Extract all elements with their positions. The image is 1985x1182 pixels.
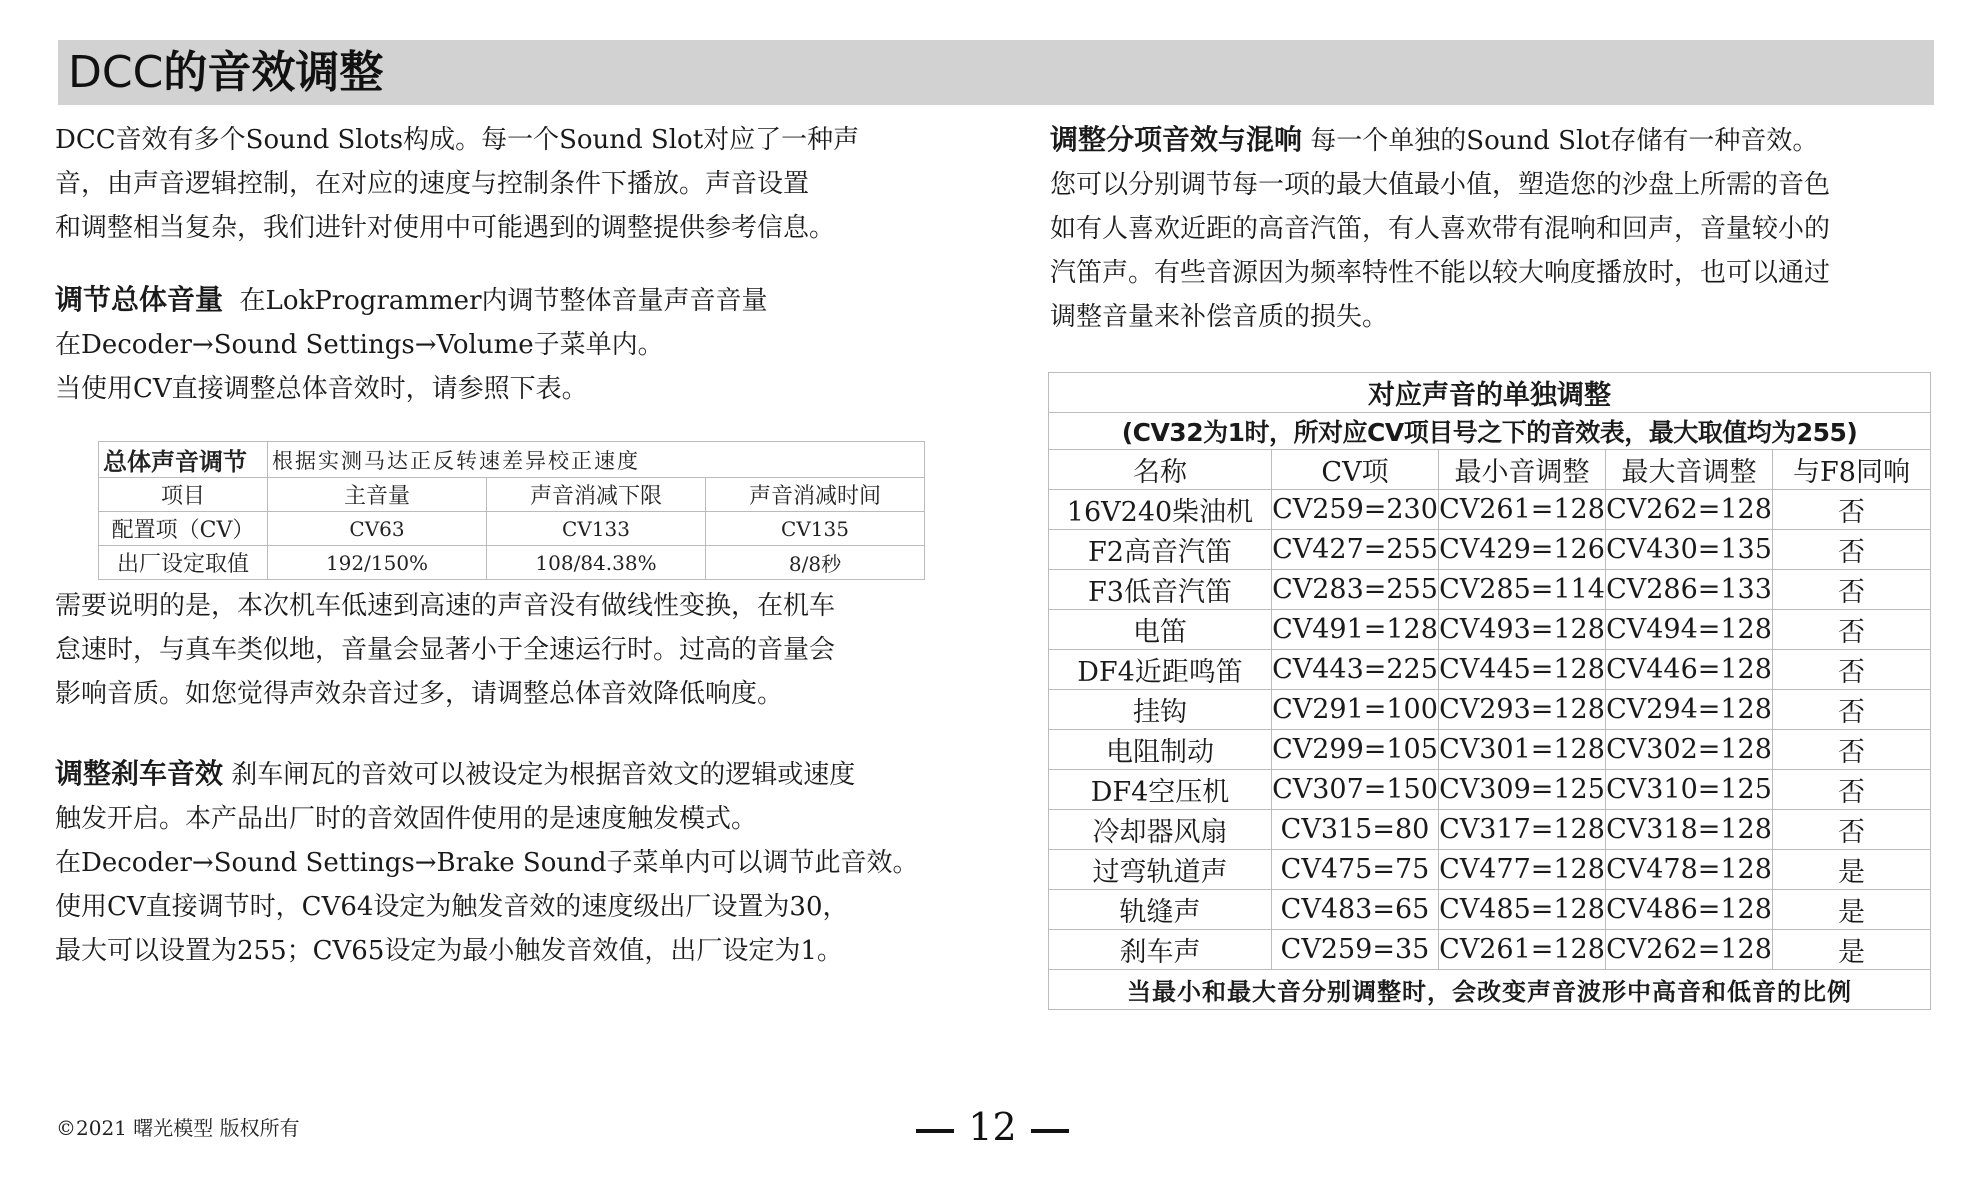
brake-line: 最大可以设置为255；CV65设定为最小触发音效值，出厂设定为1。 <box>55 936 843 966</box>
table-cell: 配置项（CV） <box>99 512 268 546</box>
mix-line: 如有人喜欢近距的高音汽笛，有人喜欢带有混响和回声，音量较小的 <box>1050 214 1831 244</box>
table-cell: DF4空压机 <box>1049 770 1272 810</box>
table-cell: CV293=128 <box>1439 690 1606 730</box>
volume-table <box>98 441 925 580</box>
table-row <box>1049 490 1931 530</box>
table-cell: CV307=150 <box>1272 770 1439 810</box>
brake-line: 触发开启。本产品出厂时的音效固件使用的是速度触发模式。 <box>55 804 758 834</box>
table-cell: 否 <box>1773 650 1931 690</box>
sound-table-subcaption: (CV32为1时，所对应CV项目号之下的音效表，最大取值均为255) <box>1049 413 1931 450</box>
table-cell: CV486=128 <box>1606 890 1773 930</box>
table-cell: 是 <box>1773 930 1931 970</box>
table-cell: CV261=128 <box>1439 930 1606 970</box>
table-row <box>1049 610 1931 650</box>
table-cell: 电阻制动 <box>1049 730 1272 770</box>
table-cell: 8/8秒 <box>706 546 925 580</box>
table-row <box>1049 450 1931 490</box>
mix-line: 调整音量来补偿音质的损失。 <box>1050 302 1389 332</box>
table-cell: CV63 <box>268 512 487 546</box>
table-cell: CV261=128 <box>1439 490 1606 530</box>
table-cell: 否 <box>1773 810 1931 850</box>
table-row <box>1049 770 1931 810</box>
explain-line: 需要说明的是，本次机车低速到高速的声音没有做线性变换，在机车 <box>55 591 836 621</box>
table-cell: CV259=230 <box>1272 490 1439 530</box>
table-cell: CV475=75 <box>1272 850 1439 890</box>
table-cell: CV427=255 <box>1272 530 1439 570</box>
table-cell: CV291=100 <box>1272 690 1439 730</box>
intro-line: 音，由声音逻辑控制，在对应的速度与控制条件下播放。声音设置 <box>55 169 810 199</box>
table-cell: CV445=128 <box>1439 650 1606 690</box>
mix-line: 每一个单独的Sound Slot存储有一种音效。 <box>1310 126 1819 156</box>
table-cell: CV494=128 <box>1606 610 1773 650</box>
brake-line: 使用CV直接调节时，CV64设定为触发音效的速度级出厂设置为30， <box>55 892 849 922</box>
table-cell: F2高音汽笛 <box>1049 530 1272 570</box>
table-header-cell: 最大音调整 <box>1606 450 1773 490</box>
page-number-text: 12 <box>968 1105 1017 1149</box>
table-row <box>1049 650 1931 690</box>
table-cell: CV283=255 <box>1272 570 1439 610</box>
table-header-cell: 声音消减时间 <box>706 478 925 512</box>
right-column <box>1050 118 1940 339</box>
table-header-cell: 项目 <box>99 478 268 512</box>
table-cell: DF4近距鸣笛 <box>1049 650 1272 690</box>
table-cell: CV478=128 <box>1606 850 1773 890</box>
table-cell: 192/150% <box>268 546 487 580</box>
table-cell: 否 <box>1773 530 1931 570</box>
table-header-cell: 声音消减下限 <box>487 478 706 512</box>
table-cell: 冷却器风扇 <box>1049 810 1272 850</box>
table-cell: CV443=225 <box>1272 650 1439 690</box>
volume-line: 当使用CV直接调整总体音效时，请参照下表。 <box>55 374 588 404</box>
table-cell: 否 <box>1773 770 1931 810</box>
table-cell: CV477=128 <box>1439 850 1606 890</box>
table-cell: CV317=128 <box>1439 810 1606 850</box>
table-cell: 挂钩 <box>1049 690 1272 730</box>
sound-table-caption: 对应声音的单独调整 <box>1049 373 1931 413</box>
table-cell: CV286=133 <box>1606 570 1773 610</box>
table-cell: 过弯轨道声 <box>1049 850 1272 890</box>
table-row <box>1049 413 1931 450</box>
table-cell: CV446=128 <box>1606 650 1773 690</box>
table-row <box>99 512 925 546</box>
table-cell: CV262=128 <box>1606 490 1773 530</box>
sound-table-footnote: 当最小和最大音分别调整时，会改变声音波形中高音和低音的比例 <box>1049 970 1931 1010</box>
table-cell: CV133 <box>487 512 706 546</box>
table-header-cell: 与F8同响 <box>1773 450 1931 490</box>
table-cell: 否 <box>1773 610 1931 650</box>
table-header-cell: 最小音调整 <box>1439 450 1606 490</box>
table-cell: F3低音汽笛 <box>1049 570 1272 610</box>
explain-line: 怠速时，与真车类似地，音量会显著小于全速运行时。过高的音量会 <box>55 635 836 665</box>
table-header-cell: 主音量 <box>268 478 487 512</box>
volume-heading: 调节总体音量 <box>55 283 224 316</box>
table-row <box>1049 730 1931 770</box>
table-cell: 轨缝声 <box>1049 890 1272 930</box>
title-bar <box>58 40 1934 105</box>
table-row <box>1049 930 1931 970</box>
table-cell: 否 <box>1773 690 1931 730</box>
table-row <box>1049 530 1931 570</box>
table-row <box>1049 373 1931 413</box>
table-cell: 出厂设定取值 <box>99 546 268 580</box>
brake-heading: 调整刹车音效 <box>55 757 224 790</box>
table-cell: 电笛 <box>1049 610 1272 650</box>
table-cell: 108/84.38% <box>487 546 706 580</box>
table-cell: CV294=128 <box>1606 690 1773 730</box>
table-cell: CV262=128 <box>1606 930 1773 970</box>
mix-section <box>1050 118 1940 339</box>
table-cell: CV299=105 <box>1272 730 1439 770</box>
brake-section <box>55 752 975 973</box>
table-cell: CV318=128 <box>1606 810 1773 850</box>
sound-table <box>1048 372 1931 1010</box>
sound-table-body <box>1049 490 1931 970</box>
table-cell: 否 <box>1773 490 1931 530</box>
dash-left <box>916 1129 954 1133</box>
table-cell: CV429=126 <box>1439 530 1606 570</box>
table-cell: CV135 <box>706 512 925 546</box>
table-header-cell: CV项 <box>1272 450 1439 490</box>
dash-right <box>1031 1129 1069 1133</box>
table-cell: CV483=65 <box>1272 890 1439 930</box>
table-cell: CV285=114 <box>1439 570 1606 610</box>
table-row <box>99 478 925 512</box>
table-cell: 是 <box>1773 850 1931 890</box>
table-header-cell: 名称 <box>1049 450 1272 490</box>
page-title <box>58 40 1934 106</box>
mix-line: 汽笛声。有些音源因为频率特性不能以较大响度播放时，也可以通过 <box>1050 258 1831 288</box>
table-row <box>99 546 925 580</box>
explain-line: 影响音质。如您觉得声效杂音过多，请调整总体音效降低响度。 <box>55 679 784 709</box>
table-cell: CV493=128 <box>1439 610 1606 650</box>
table-cell: CV315=80 <box>1272 810 1439 850</box>
table-cell: 否 <box>1773 570 1931 610</box>
volume-line: 在LokProgrammer内调节整体音量声音音量 <box>239 286 768 316</box>
brake-line: 在Decoder→Sound Settings→Brake Sound子菜单内可以调节此音效。 <box>55 848 919 878</box>
intro-line: DCC音效有多个Sound Slots构成。每一个Sound Slot对应了一种声 <box>55 125 860 155</box>
table-row <box>1049 890 1931 930</box>
table-cell: CV259=35 <box>1272 930 1439 970</box>
title-rest: 的音效调整 <box>163 47 384 98</box>
volume-table-title: 总体声音调节 <box>99 442 268 478</box>
table-cell: CV310=125 <box>1606 770 1773 810</box>
table-row <box>1049 570 1931 610</box>
mix-heading: 调整分项音效与混响 <box>1050 123 1303 156</box>
table-cell: CV430=135 <box>1606 530 1773 570</box>
intro-line: 和调整相当复杂，我们进针对使用中可能遇到的调整提供参考信息。 <box>55 213 836 243</box>
volume-line: 在Decoder→Sound Settings→Volume子菜单内。 <box>55 330 664 360</box>
mix-line: 您可以分别调节每一项的最大值最小值，塑造您的沙盘上所需的音色 <box>1050 170 1831 200</box>
table-row <box>1049 850 1931 890</box>
brake-line: 刹车闸瓦的音效可以被设定为根据音效文的逻辑或速度 <box>231 760 856 790</box>
volume-section <box>55 278 975 411</box>
table-cell: 否 <box>1773 730 1931 770</box>
table-cell: CV491=128 <box>1272 610 1439 650</box>
table-row <box>1049 690 1931 730</box>
copyright: ©2021 曙光模型 版权所有 <box>56 1116 300 1140</box>
table-cell: 是 <box>1773 890 1931 930</box>
intro-paragraph <box>55 118 975 250</box>
explain-paragraph <box>55 584 975 716</box>
table-row <box>1049 810 1931 850</box>
title-latin: DCC <box>68 47 164 98</box>
table-row <box>99 442 925 478</box>
table-row <box>1049 970 1931 1010</box>
page-number <box>0 1105 1985 1149</box>
table-cell: 16V240柴油机 <box>1049 490 1272 530</box>
table-cell: CV485=128 <box>1439 890 1606 930</box>
volume-table-note: 根据实测马达正反转速差异校正速度 <box>268 442 925 478</box>
table-cell: CV302=128 <box>1606 730 1773 770</box>
table-cell: CV309=125 <box>1439 770 1606 810</box>
table-cell: 刹车声 <box>1049 930 1272 970</box>
table-cell: CV301=128 <box>1439 730 1606 770</box>
